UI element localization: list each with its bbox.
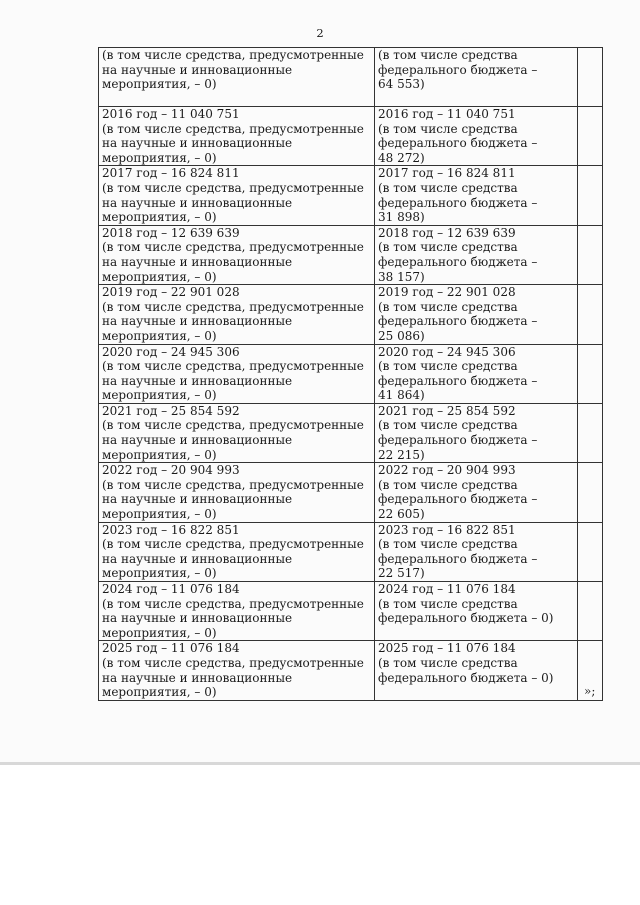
cell-regional-funding (375, 107, 578, 166)
cell-regional-funding (375, 463, 578, 522)
cell-line: (в том числе средства, предусмотренные (102, 655, 364, 670)
cell-regional-funding (375, 344, 578, 403)
cell-empty (578, 166, 603, 225)
cell-line: 25 086) (378, 328, 425, 343)
cell-line: 2023 год – 16 822 851 (102, 522, 240, 537)
cell-regional-funding (375, 48, 578, 107)
table-row (99, 522, 603, 581)
table-row (99, 582, 603, 641)
cell-total-funding (99, 403, 375, 462)
cell-line: (в том числе средства (378, 48, 518, 62)
cell-line: федерального бюджета – (378, 195, 538, 210)
cell-line: 2019 год – 22 901 028 (378, 285, 516, 300)
cell-empty (578, 582, 603, 641)
table-row (99, 166, 603, 225)
cell-line: мероприятия, – 0) (102, 388, 217, 403)
cell-line: 2018 год – 12 639 639 (102, 225, 240, 240)
cell-total-funding (99, 285, 375, 344)
cell-line: федерального бюджета – (378, 62, 538, 77)
cell-line: 2016 год – 11 040 751 (102, 107, 240, 121)
cell-line: мероприятия, – 0) (102, 625, 217, 640)
cell-line: 22 215) (378, 447, 425, 462)
cell-regional-funding (375, 285, 578, 344)
cell-line: 2022 год – 20 904 993 (378, 463, 516, 478)
cell-total-funding (99, 522, 375, 581)
cell-total-funding (99, 48, 375, 107)
page-bottom-edge (0, 762, 640, 765)
cell-line: 31 898) (378, 210, 425, 225)
cell-line: (в том числе средства (378, 180, 518, 195)
cell-total-funding (99, 107, 375, 166)
cell-line: (в том числе средства, предусмотренные (102, 180, 364, 195)
cell-line: на научные и инновационные (102, 195, 293, 210)
table-row (99, 403, 603, 462)
cell-empty (578, 463, 603, 522)
cell-regional-funding (375, 403, 578, 462)
cell-empty (578, 285, 603, 344)
cell-line: (в том числе средства (378, 537, 518, 552)
cell-line: мероприятия, – 0) (102, 328, 217, 343)
cell-line: федерального бюджета – 0) (378, 670, 554, 685)
cell-line: на научные и инновационные (102, 373, 293, 388)
cell-line: (в том числе средства (378, 359, 518, 374)
table-row (99, 107, 603, 166)
cell-empty (578, 225, 603, 284)
cell-empty (578, 403, 603, 462)
cell-line: на научные и инновационные (102, 433, 293, 448)
cell-line: 48 272) (378, 150, 425, 165)
cell-line: федерального бюджета – (378, 314, 538, 329)
funding-table-body (99, 48, 603, 701)
cell-line: 2025 год – 11 076 184 (102, 641, 240, 656)
cell-line: федерального бюджета – (378, 433, 538, 448)
cell-line: мероприятия, – 0) (102, 566, 217, 581)
cell-regional-funding (375, 522, 578, 581)
cell-line: 2020 год – 24 945 306 (102, 344, 240, 359)
cell-total-funding (99, 463, 375, 522)
cell-line: федерального бюджета – (378, 136, 538, 151)
cell-line: 2018 год – 12 639 639 (378, 225, 516, 240)
cell-line: (в том числе средства (378, 299, 518, 314)
cell-line: на научные и инновационные (102, 62, 293, 77)
cell-line: мероприятия, – 0) (102, 150, 217, 165)
cell-empty (578, 344, 603, 403)
cell-line: мероприятия, – 0) (102, 269, 217, 284)
cell-total-funding (99, 344, 375, 403)
table-row (99, 344, 603, 403)
cell-empty (578, 107, 603, 166)
cell-line: 41 864) (378, 388, 425, 403)
cell-regional-funding (375, 641, 578, 700)
cell-line: 2017 год – 16 824 811 (102, 166, 240, 181)
cell-line: мероприятия, – 0) (102, 447, 217, 462)
cell-line: мероприятия, – 0) (102, 685, 217, 700)
cell-line: 2020 год – 24 945 306 (378, 344, 516, 359)
cell-regional-funding (375, 582, 578, 641)
cell-line: мероприятия, – 0) (102, 77, 217, 92)
cell-line: 2021 год – 25 854 592 (102, 403, 240, 418)
cell-line: федерального бюджета – 0) (378, 611, 554, 626)
cell-line: (в том числе средства (378, 596, 518, 611)
cell-total-funding (99, 641, 375, 700)
cell-line: федерального бюджета – (378, 551, 538, 566)
cell-total-funding (99, 582, 375, 641)
cell-line: (в том числе средства (378, 655, 518, 670)
cell-line: 22 605) (378, 507, 425, 522)
cell-empty (578, 48, 603, 107)
cell-line: 2021 год – 25 854 592 (378, 403, 516, 418)
table-row (99, 225, 603, 284)
cell-line: 2024 год – 11 076 184 (102, 582, 240, 596)
cell-line: (в том числе средства, предусмотренные (102, 418, 364, 433)
cell-line: (в том числе средства, предусмотренные (102, 121, 364, 136)
cell-line: 2019 год – 22 901 028 (102, 285, 240, 300)
cell-total-funding (99, 225, 375, 284)
cell-line: (в том числе средства (378, 121, 518, 136)
closing-quote-mark: »; (584, 684, 596, 698)
cell-line: на научные и инновационные (102, 136, 293, 151)
cell-line: 38 157) (378, 269, 425, 284)
cell-line: (в том числе средства, предусмотренные (102, 359, 364, 374)
cell-line: (в том числе средства (378, 477, 518, 492)
cell-line: на научные и инновационные (102, 254, 293, 269)
cell-line: 2016 год – 11 040 751 (378, 107, 516, 121)
cell-line: 2024 год – 11 076 184 (378, 582, 516, 596)
cell-regional-funding (375, 166, 578, 225)
cell-line: 2025 год – 11 076 184 (378, 641, 516, 656)
cell-line: 2022 год – 20 904 993 (102, 463, 240, 478)
cell-line: федерального бюджета – (378, 254, 538, 269)
cell-line: (в том числе средства, предусмотренные (102, 48, 364, 62)
cell-line: 22 517) (378, 566, 425, 581)
cell-empty (578, 522, 603, 581)
page-number: 2 (316, 26, 324, 40)
cell-line: на научные и инновационные (102, 551, 293, 566)
cell-regional-funding (375, 225, 578, 284)
cell-line: на научные и инновационные (102, 492, 293, 507)
cell-line: 2017 год – 16 824 811 (378, 166, 516, 181)
cell-line: на научные и инновационные (102, 670, 293, 685)
cell-line: (в том числе средства (378, 240, 518, 255)
table-row (99, 641, 603, 700)
table-row (99, 48, 603, 107)
cell-line: (в том числе средства, предусмотренные (102, 477, 364, 492)
funding-table (98, 47, 603, 701)
cell-line: мероприятия, – 0) (102, 507, 217, 522)
cell-line: на научные и инновационные (102, 314, 293, 329)
cell-line: федерального бюджета – (378, 373, 538, 388)
cell-line: (в том числе средства (378, 418, 518, 433)
table-row (99, 463, 603, 522)
table-row (99, 285, 603, 344)
cell-total-funding (99, 166, 375, 225)
cell-line: на научные и инновационные (102, 611, 293, 626)
cell-line: (в том числе средства, предусмотренные (102, 299, 364, 314)
cell-line: 64 553) (378, 77, 425, 92)
cell-line: (в том числе средства, предусмотренные (102, 240, 364, 255)
cell-line: (в том числе средства, предусмотренные (102, 596, 364, 611)
cell-line: федерального бюджета – (378, 492, 538, 507)
cell-line: 2023 год – 16 822 851 (378, 522, 516, 537)
cell-line: мероприятия, – 0) (102, 210, 217, 225)
cell-line: (в том числе средства, предусмотренные (102, 537, 364, 552)
